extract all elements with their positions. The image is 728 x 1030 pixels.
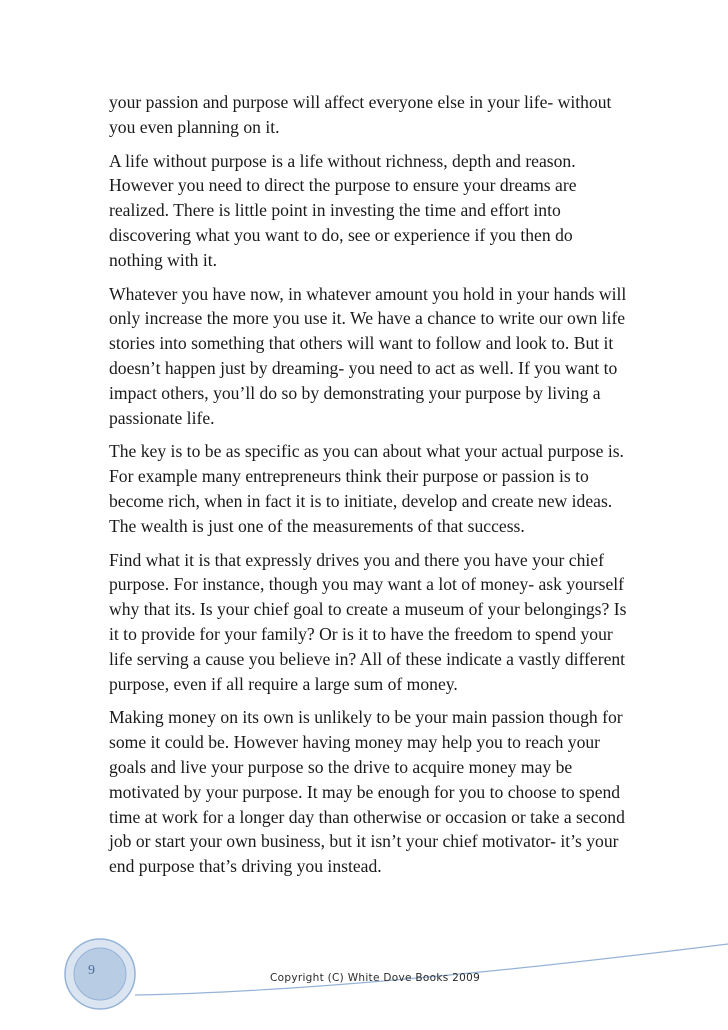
footer-line	[135, 944, 728, 995]
page-number: 9	[88, 963, 95, 978]
paragraph: The key is to be as specific as you can about what your actual purpose is. For example many entrepreneurs think their purpose or passion is to become rich, when in fact it is to initiate, develop and create new ideas. The wealth is just one of the measurements of that success.	[109, 441, 624, 536]
paragraph: Whatever you have now, in whatever amount you hold in your hands will only increase the more you use it. We have a chance to write our own life stories into something that others will want to follow and look to. But it doesn’t happen just by dreaming- you need to act as well. If you want to impact others, you’ll do so by demonstrating your purpose by living a passionate life.	[109, 283, 627, 428]
paragraph: A life without purpose is a life without richness, depth and reason. However you need to direct the purpose to ensure your dreams are realized. There is little point in investing the time and effort into discovering what you want to do, see or experience if you then do nothing with it.	[109, 150, 577, 270]
paragraph: Find what it is that expressly drives you and there you have your chief purpose. For instance, though you may want a lot of money- ask yourself why that its. Is your chief goal to create a museum of your belongings? Is it to provide for your family? Or is it to have the freedom to spend your life serving a cause you believe in? All of these indicate a vastly different purpose, even if all require a large sum of money.	[109, 549, 627, 694]
paragraph: your passion and purpose will affect everyone else in your life- without you even planning on it.	[109, 92, 612, 137]
copyright-text: Copyright (C) White Dove Books 2009	[270, 972, 481, 984]
paragraph: Making money on its own is unlikely to be your main passion though for some it could be. However having money may help you to reach your goals and live your purpose so the drive to acquire money may be motivated by your purpose. It may be enough for you to choose to spend time at work for a longer day than otherwise or occasion or take a second job or start your own business, but it isn’t your chief motivator- it’s your end purpose that’s driving you instead.	[109, 707, 625, 877]
body-text	[109, 90, 629, 888]
